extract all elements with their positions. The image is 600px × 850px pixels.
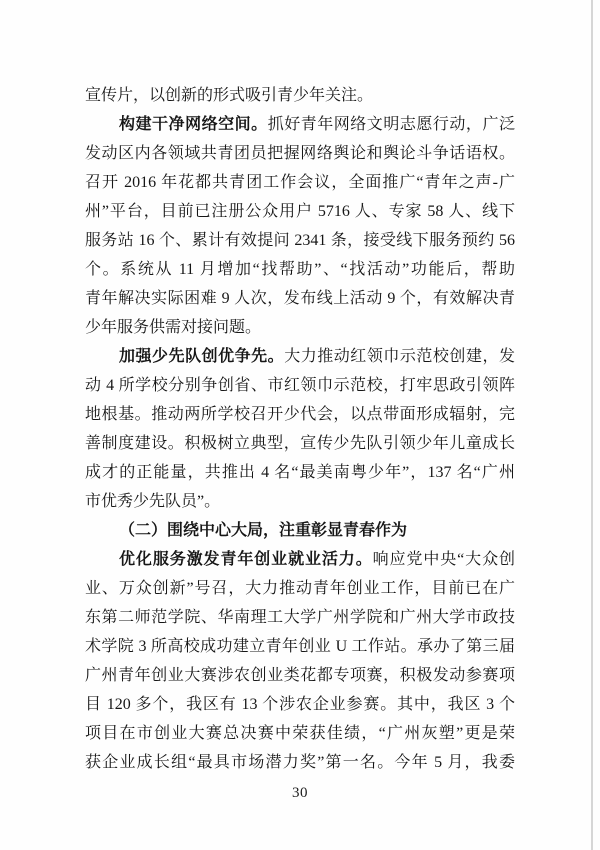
text-line: [85, 458, 515, 487]
text-segment: 大力推动红领巾示范校创建，发: [284, 348, 515, 365]
text-line: [85, 255, 515, 284]
text-segment: 业、万众创新”号召，大力推动青年创业工作，目前已在广: [85, 580, 515, 597]
text-line: [85, 197, 515, 226]
text-line: [85, 313, 515, 342]
text-segment: 宣传片，以创新的形式吸引青少年关注。: [85, 87, 374, 104]
text-segment: 项目在市创业大赛总决赛中荣获佳绩，“广州灰塑”更是荣: [85, 725, 515, 742]
text-segment: 市优秀少先队员”。: [85, 493, 221, 510]
text-segment: 发动区内各领域共青团员把握网络舆论和舆论斗争话语权。: [85, 145, 515, 162]
scan-artifact-line: [591, 0, 593, 850]
text-line: [85, 371, 515, 400]
text-line: [85, 168, 515, 197]
text-segment: 广州青年创业大赛涉农创业类花都专项赛，积极发动参赛项: [85, 667, 515, 684]
text-line: [85, 139, 515, 168]
bold-text-segment: 加强少先队创优争先。: [119, 348, 285, 365]
text-segment: 东第二师范学院、华南理工大学广州学院和广州大学市政技: [85, 609, 515, 626]
text-segment: 响应党中央“大众创: [372, 551, 515, 568]
text-segment: 个。系统从 11 月增加“找帮助”、“找活动”功能后，帮助: [85, 261, 515, 278]
text-line: [85, 429, 515, 458]
text-segment: 青年解决实际困难 9 人次，发布线上活动 9 个，有效解决青: [85, 290, 515, 307]
text-line: [85, 226, 515, 255]
text-line: [85, 284, 515, 313]
text-line: [85, 487, 515, 516]
text-segment: 地根基。推动两所学校召开少代会，以点带面形成辐射，完: [85, 406, 515, 423]
text-line: [85, 545, 515, 574]
text-line: [85, 574, 515, 603]
text-line: [85, 603, 515, 632]
text-line: [85, 110, 515, 139]
bold-text-segment: 构建干净网络空间。: [119, 116, 268, 133]
text-segment: 获企业成长组“最具市场潜力奖”第一名。今年 5 月，我委: [85, 754, 515, 771]
text-segment: 术学院 3 所高校成功建立青年创业 U 工作站。承办了第三届: [85, 638, 515, 655]
text-line: [85, 690, 515, 719]
text-line: [85, 400, 515, 429]
text-line: [85, 632, 515, 661]
text-line: [85, 516, 515, 545]
text-segment: 抓好青年网络文明志愿行动，广泛: [267, 116, 515, 133]
text-line: [85, 661, 515, 690]
text-segment: 召开 2016 年花都共青团工作会议，全面推广“青年之声-广: [85, 174, 515, 191]
text-segment: 善制度建设。积极树立典型，宣传少先队引领少年儿童成长: [85, 435, 515, 452]
text-segment: 成才的正能量，共推出 4 名“最美南粤少年”，137 名“广州: [85, 464, 515, 481]
text-line: [85, 342, 515, 371]
text-segment: 少年服务供需对接问题。: [85, 319, 262, 336]
bold-text-segment: 优化服务激发青年创业就业活力。: [119, 551, 373, 568]
text-line: [85, 81, 515, 110]
page-number: 30: [292, 785, 308, 801]
text-segment: 动 4 所学校分别争创省、市红领巾示范校，打牢思政引领阵: [85, 377, 515, 394]
text-line: [85, 719, 515, 748]
text-segment: 服务站 16 个、累计有效提问 2341 条，接受线下服务预约 56: [85, 232, 515, 249]
document-body: [85, 81, 515, 777]
text-segment: 目 120 多个，我区有 13 个涉农企业参赛。其中，我区 3 个: [85, 696, 515, 713]
text-line: [85, 748, 515, 777]
bold-text-segment: （二）围绕中心大局，注重彰显青春作为: [119, 522, 408, 539]
text-segment: 州”平台，目前已注册公众用户 5716 人、专家 58 人、线下: [85, 203, 515, 220]
